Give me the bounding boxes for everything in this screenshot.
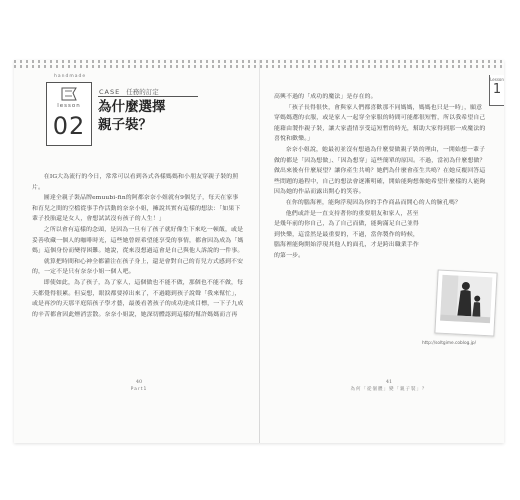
page-title-line1: 為什麼選擇 (98, 99, 166, 115)
footer-section: 為何「從個體」變「親子裝」？ (350, 387, 428, 392)
book-spread (14, 60, 504, 443)
paragraph: 高興不過的「成功的魔法」是存在的。 (274, 94, 377, 100)
title-block (98, 96, 198, 134)
paragraph: 就算把時間和心神全都灌注在孩子身上，還是會對自己的育兒方式感到不安的，一定不是只有奈奈小姐一個人吧。 (32, 258, 244, 276)
book-gutter (259, 60, 260, 443)
left-footer (124, 378, 154, 394)
right-body-text (274, 92, 486, 262)
page-number: 40 (135, 379, 143, 385)
page-title-line2: 親子裝？ (98, 117, 152, 133)
tab-number: 1 (492, 82, 502, 97)
footer-section: Part1 (130, 387, 148, 392)
paragraph: 奈奈小姐說，她最初並沒有想過為什麼要做親子裝的理由，一開始想一輩子做的都是「因為想做」、「因為想穿」這些簡單的原因。不過，當初為什麼想做？做出來後有什麼展望？讓你產生共鳴？她們為什麼會產生共鳴？在她反覆回答這些問題的過程中，自己的想法會逐漸明確，開始能夠想像她希望什麼樣的人能夠因為她的作品而露出開心的笑容。 (274, 146, 486, 196)
people-photo-icon (440, 275, 492, 324)
brand-mark: handmade (54, 74, 87, 79)
paragraph: 之所以會有這樣的念頭，是因為一旦有了孩子就好像生下來吃一顿飯，或是妥善收藏一個人的咖啡時光，這些她曾經希望能享受的事情，都會因為成為「媽媽」這個身份而變得困難。她說，從來沒想過這會是自己與他人訴說的一件事。 (32, 226, 244, 255)
lesson-number: 02 (52, 112, 86, 140)
paragraph: 他們或許是一直支持著你的重要朋友和家人，甚至是幾年前的你自己，為了自己而做，能夠滿足自己並得到快樂，這當然是最重要的，不過，當你製作的時候，腦海裡能夠開始浮現其他人的面孔，才是跨出職業手作的第一步。 (274, 210, 419, 259)
case-label: CASE (99, 88, 121, 96)
case-text: 任務的訂定 (126, 88, 159, 96)
photo-caption: http://soltgime.coblog.jp/ (422, 341, 477, 346)
tab-label: Lesson (490, 77, 504, 82)
paragraph: 在你的腦海裡，能夠浮現因為你的手作商品而開心的人的臉孔嗎？ (285, 199, 461, 206)
paragraph: 圖達全親子裝品牌emuubi-fin的阿都奈奈小姐就有9個兒子，每天在家事和育兒之間的空檔從事手作活動的奈奈小姐，擁說其實有這樣的想法：「如果下輩子投胎還是女人，會想試試沒有孩子的人生！」 (32, 195, 241, 223)
paragraph: 在IG大為流行的今日，常常可以看到各式各樣媽媽和小朋友穿親子裝的照片。 (32, 174, 239, 191)
lesson-side-tab (489, 75, 504, 106)
right-footer (344, 378, 434, 394)
lesson-badge (46, 82, 92, 146)
lesson-label: lesson (57, 103, 81, 109)
lesson-logo-icon (59, 87, 79, 101)
paragraph: 「孩子長得很快，會與家人們都喜歡那不同媽媽，媽媽也只是一時」，願意穿媽媽選的衣服，或是家人一起穿全家服的時間可能都很短暫，所以我希望自己能藉由製作親子裝，讓大家盡情享受這短暫的時光，幫助大家得到那一成魔法的喜悅和歡樂。」 (274, 104, 486, 143)
paragraph: 即使如此，為了孩子，為了家人，這個做也不能不做，那個也不能不做，每天都覺得很累。但妄想，眼淚都要掉出來了，不過聽到孩子說聲「我來幫忙」，或是再沙的天那平庭陪孩子學才藝，最後看著孩子的成功達成目標，一下子九成的辛苦都會因此煙消雲散。奈奈小姐說，她深切體認到這樣的幫許媽媽而言再 (32, 279, 244, 318)
mother-child-photo (434, 269, 497, 336)
case-line (99, 87, 159, 96)
page-number: 41 (385, 379, 393, 385)
left-body-text (32, 172, 244, 320)
